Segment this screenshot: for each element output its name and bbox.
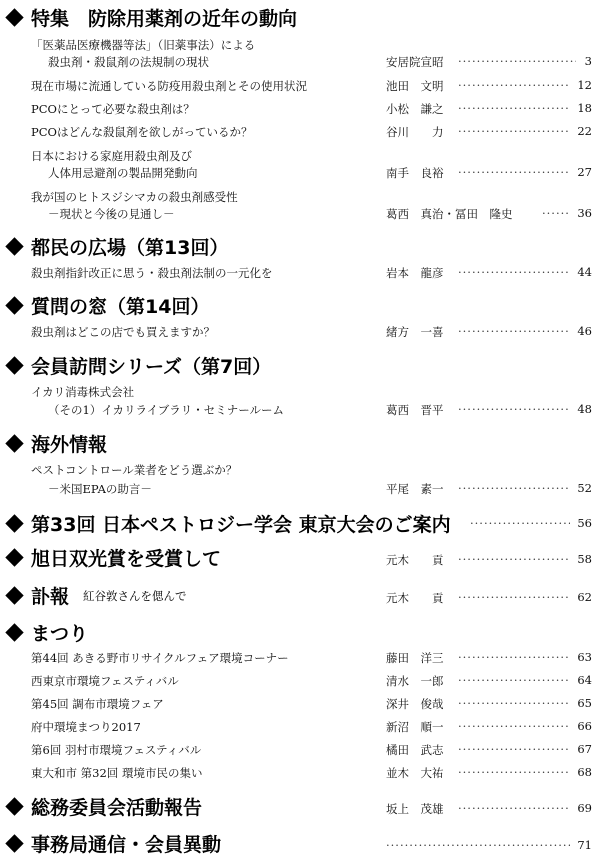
entry-page: 69: [577, 801, 592, 815]
entry-title: 現在市場に流通している防疫用殺虫剤とその使用状況: [31, 79, 307, 93]
leader-dots: [458, 673, 570, 687]
leader-dots: [386, 838, 570, 852]
section-title: 都民の広場（第13回）: [31, 237, 229, 259]
toc-entry[interactable]: [0, 516, 598, 532]
entry-page: 18: [577, 101, 592, 115]
section-title: 旭日双光賞を受賞して: [31, 548, 222, 570]
section-heading-tomin: [6, 233, 228, 260]
entry-author: 安居院宣昭: [386, 55, 444, 69]
toc-entry[interactable]: [0, 801, 598, 817]
entry-page: 27: [577, 165, 592, 179]
entry-page: 63: [577, 650, 592, 664]
leader-dots: [458, 265, 570, 279]
entry-page: 46: [577, 324, 592, 338]
entry-page: 58: [577, 552, 592, 566]
entry-title: 我が国のヒトスジシマカの殺虫剤感受性: [31, 190, 238, 204]
entry-page: 52: [577, 481, 592, 495]
toc-entry[interactable]: [0, 696, 598, 712]
diamond-bullet-icon: [5, 237, 23, 255]
section-subtitle: 紅谷敦さんを偲んで: [83, 588, 187, 603]
section-title: 事務局通信・会員異動: [31, 834, 222, 856]
section-heading-member-visit: [6, 352, 271, 379]
section-heading-question: [6, 292, 209, 319]
toc-entry-continued[interactable]: [0, 206, 598, 222]
entry-title: （その1）イカリライブラリ・セミナールーム: [48, 403, 285, 417]
section-title: まつり: [31, 623, 89, 645]
entry-title: 第6回 羽村市環境フェスティバル: [31, 743, 202, 757]
toc-entry[interactable]: [0, 650, 598, 666]
entry-title: 府中環境まつり2017: [31, 720, 141, 734]
leader-dots: [542, 206, 570, 220]
entry-title: 日本における家庭用殺虫剤及び: [31, 149, 192, 163]
toc-entry[interactable]: [0, 742, 598, 758]
entry-title: イカリ消毒株式会社: [31, 385, 135, 399]
section-heading-overseas: [6, 430, 107, 457]
section-title: 総務委員会活動報告: [31, 797, 203, 819]
entry-author: 坂上 茂雄: [386, 802, 444, 816]
entry-page: 3: [584, 54, 592, 68]
entry-title: ペストコントロール業者をどう選ぶか？: [31, 463, 238, 477]
entry-title: 人体用忌避剤の製品開発動向: [48, 166, 198, 180]
entry-title: PCOはどんな殺鼠剤を欲しがっているか？: [31, 125, 253, 139]
toc-entry[interactable]: [0, 552, 598, 568]
toc-entry-continued[interactable]: [0, 165, 598, 181]
entry-title: 第44回 あきる野市リサイクルフェア環境コーナー: [31, 651, 289, 665]
toc-entry[interactable]: [0, 148, 598, 164]
entry-author: 小松 謙之: [386, 102, 444, 116]
toc-entry[interactable]: [0, 384, 598, 400]
toc-entry[interactable]: [0, 37, 598, 53]
toc-entry[interactable]: [0, 124, 598, 140]
toc-entry[interactable]: [0, 324, 598, 340]
entry-author: 谷川 力: [386, 125, 444, 139]
entry-author: 池田 文明: [386, 79, 444, 93]
leader-dots: [458, 696, 570, 710]
entry-page: 68: [577, 765, 592, 779]
leader-dots: [470, 516, 570, 530]
entry-title: 東大和市 第32回 環境市民の集い: [31, 766, 203, 780]
entry-title: 「医薬品医療機器等法」（旧薬事法）による: [31, 38, 256, 52]
section-title: 特集 防除用薬剤の近年の動向: [31, 8, 298, 30]
diamond-bullet-icon: [5, 356, 23, 374]
entry-author: 深井 俊哉: [386, 697, 444, 711]
leader-dots: [458, 402, 570, 416]
entry-title: 第45回 調布市環境フェア: [31, 697, 164, 711]
leader-dots: [458, 765, 570, 779]
leader-dots: [458, 801, 570, 815]
entry-author: 元木 貢: [386, 553, 444, 567]
toc-entry-continued[interactable]: [0, 54, 598, 70]
entry-author: 元木 貢: [386, 591, 444, 605]
entry-author: 葛西 真治・冨田 隆史: [386, 207, 513, 221]
toc-entry[interactable]: [0, 765, 598, 781]
leader-dots: [458, 552, 570, 566]
leader-dots: [458, 742, 570, 756]
leader-dots: [458, 101, 570, 115]
section-heading-festivals: [6, 619, 88, 646]
leader-dots: [458, 590, 570, 604]
entry-page: 65: [577, 696, 592, 710]
section-title: 訃報: [31, 586, 70, 608]
entry-author: 新沼 順一: [386, 720, 444, 734]
entry-page: 12: [577, 78, 592, 92]
leader-dots: [458, 719, 570, 733]
toc-entry[interactable]: [0, 78, 598, 94]
toc-entry-continued[interactable]: [0, 402, 598, 418]
entry-title: －現状と今後の見通し－: [48, 207, 175, 221]
entry-page: 62: [577, 590, 592, 604]
leader-dots: [458, 124, 570, 138]
entry-page: 71: [577, 838, 592, 852]
toc-entry[interactable]: [0, 189, 598, 205]
entry-title: 西東京市環境フェスティバル: [31, 674, 179, 688]
leader-dots: [458, 481, 570, 495]
entry-title: 殺虫剤・殺鼠剤の法規制の現状: [48, 55, 209, 69]
leader-dots: [458, 165, 570, 179]
diamond-bullet-icon: [5, 623, 23, 641]
section-title: 第33回 日本ペストロジー学会 東京大会のご案内: [31, 514, 451, 536]
entry-author: 橘田 武志: [386, 743, 444, 757]
section-title: 海外情報: [31, 434, 108, 456]
leader-dots: [458, 78, 570, 92]
toc-entry[interactable]: [0, 838, 598, 854]
leader-dots: [458, 324, 570, 338]
toc-entry[interactable]: [0, 101, 598, 117]
entry-author: 並木 大祐: [386, 766, 444, 780]
entry-page: 64: [577, 673, 592, 687]
entry-title: 殺虫剤はどこの店でも買えますか？: [31, 325, 215, 339]
entry-page: 67: [577, 742, 592, 756]
entry-page: 48: [577, 402, 592, 416]
diamond-bullet-icon: [5, 8, 23, 26]
entry-page: 44: [577, 265, 592, 279]
diamond-bullet-icon: [5, 296, 23, 314]
toc-entry[interactable]: [0, 719, 598, 735]
section-heading-feature: [6, 4, 297, 31]
toc-entry[interactable]: [0, 673, 598, 689]
entry-author: 南手 良裕: [386, 166, 444, 180]
toc-entry[interactable]: [0, 590, 598, 606]
entry-title: －米国EPAの助言－: [48, 482, 152, 496]
entry-author: 藤田 洋三: [386, 651, 444, 665]
entry-title: PCOにとって必要な殺虫剤は？: [31, 102, 195, 116]
leader-dots: [458, 54, 576, 68]
entry-author: 岩本 龍彦: [386, 266, 444, 280]
leader-dots: [458, 650, 570, 664]
entry-page: 36: [577, 206, 592, 220]
toc-entry[interactable]: [0, 462, 598, 478]
section-title: 質問の窓（第14回）: [31, 296, 210, 318]
toc-entry-continued[interactable]: [0, 481, 598, 497]
entry-title: 殺虫剤指針改正に思う・殺虫剤法制の一元化を: [31, 266, 273, 280]
entry-page: 66: [577, 719, 592, 733]
diamond-bullet-icon: [5, 434, 23, 452]
entry-author: 葛西 晋平: [386, 403, 444, 417]
entry-author: 清水 一郎: [386, 674, 444, 688]
toc-entry[interactable]: [0, 265, 598, 281]
entry-page: 22: [577, 124, 592, 138]
entry-page: 56: [577, 516, 592, 530]
entry-author: 緒方 一喜: [386, 325, 444, 339]
entry-author: 平尾 素一: [386, 482, 444, 496]
section-title: 会員訪問シリーズ（第7回）: [31, 356, 272, 378]
